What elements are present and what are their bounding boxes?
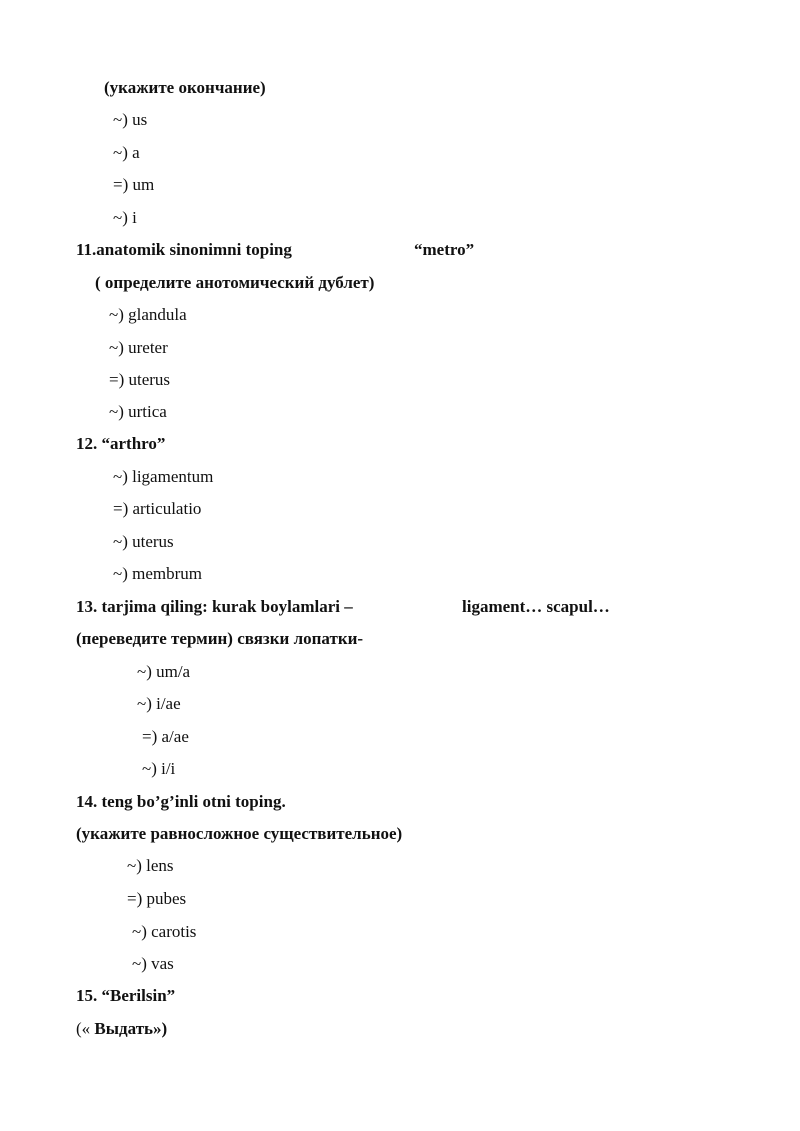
answer-option-correct: =) a/ae: [142, 727, 189, 746]
answer-option: ~) carotis: [132, 922, 197, 941]
question-14-hint: (укажите равносложное существительное): [76, 824, 403, 843]
question-11-term: “metro”: [414, 240, 475, 259]
answer-option: ~) glandula: [109, 305, 187, 324]
answer-option: ~) a: [113, 143, 140, 162]
question-14-title: 14. teng bo’g’inli otni toping.: [76, 792, 286, 811]
answer-option: ~) i/ae: [137, 694, 181, 713]
answer-option: ~) i/i: [142, 759, 176, 778]
answer-option: ~) um/a: [137, 662, 191, 681]
answer-option: ~) membrum: [113, 564, 202, 583]
question-15-hint: [76, 1019, 167, 1039]
question-13-term: ligament… scapul…: [462, 597, 610, 616]
answer-option-correct: =) um: [113, 175, 155, 194]
question-15-title: 15. “Berilsin”: [76, 986, 176, 1005]
question-13-hint: (переведите термин) связки лопатки-: [76, 629, 364, 648]
question-11-hint: ( определите анотомический дублет): [95, 273, 375, 292]
question-hint-ending: (укажите окончание): [104, 78, 266, 97]
answer-option: ~) i: [113, 208, 137, 227]
question-13-title: 13. tarjima qiling: kurak boylamlari –: [76, 597, 353, 616]
answer-option: ~) urtica: [109, 402, 167, 421]
answer-option-correct: =) pubes: [127, 889, 187, 908]
answer-option: ~) uterus: [113, 532, 174, 551]
question-11-title: 11.anatomik sinonimni toping: [76, 240, 292, 259]
question-15-hint-word: Выдать»): [94, 1019, 168, 1038]
answer-option: ~) ligamentum: [113, 467, 214, 486]
question-15-hint-prefix: («: [76, 1019, 95, 1038]
answer-option: ~) lens: [127, 856, 174, 875]
answer-option: ~) us: [113, 110, 148, 129]
answer-option: ~) ureter: [109, 338, 168, 357]
answer-option-correct: =) articulatio: [113, 499, 202, 518]
answer-option-correct: =) uterus: [109, 370, 171, 389]
answer-option: ~) vas: [132, 954, 174, 973]
question-12-title: 12. “arthro”: [76, 434, 166, 453]
